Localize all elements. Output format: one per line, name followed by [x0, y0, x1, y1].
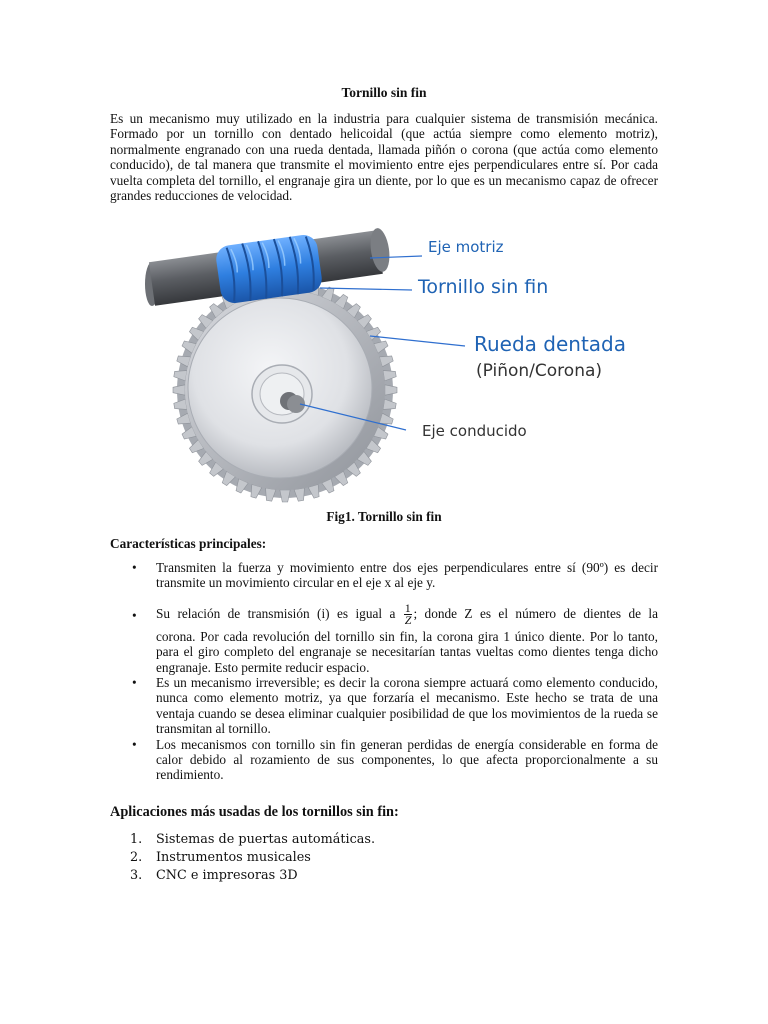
gear-wheel	[173, 278, 397, 502]
label-eje-conducido: Eje conducido	[422, 422, 527, 440]
gear-tooth	[294, 488, 304, 501]
bullet-text: Es un mecanismo irreversible; es decir la corona siempre actuará como elemento conducido, nunca como elemento motriz, ya que forzaría el mecanismo. Este hecho se trata de una ventaja cuando se desea eliminar cualquier posibilidad de que los movimientos de la rueda se transmitan al tornillo.	[156, 675, 658, 737]
fraction-numerator: 1	[404, 601, 411, 616]
bullet-text: Transmiten la fuerza y movimiento entre dos ejes perpendiculares entre sí (90º) es decir transmite un movimiento circular en el eje x al eje y.	[156, 560, 658, 591]
gear-tooth	[266, 488, 276, 501]
worm-gear-figure	[130, 228, 650, 503]
item-number: 1.	[130, 832, 143, 847]
characteristics-list	[110, 560, 658, 783]
gear-tooth	[173, 385, 185, 395]
bullet-text-before-fraction: Su relación de transmisión (i) es igual a	[156, 605, 396, 621]
gear-tooth	[383, 371, 396, 381]
bullet-dot: •	[132, 736, 137, 752]
label-eje-motriz: Eje motriz	[428, 238, 504, 256]
list-item	[110, 849, 375, 867]
list-item	[110, 737, 658, 783]
bullet-dot: •	[132, 607, 137, 623]
gear-tooth	[174, 399, 187, 409]
gear-tooth	[280, 490, 290, 502]
transmission-ratio-fraction	[404, 603, 413, 626]
label-rueda-dentada: Rueda dentada	[474, 332, 627, 356]
applications-list	[110, 831, 375, 885]
label-tornillo-sin-fin: Tornillo sin fin	[418, 276, 549, 298]
item-text: Instrumentos musicales	[156, 850, 311, 865]
list-item	[110, 675, 658, 737]
bullet-text: corona. Por cada revolución del tornillo sin fin, la corona gira 1 único diente. Por lo tanto, para el giro completo del engranaje se necesitarían tantas vueltas como dientes tenga dicho engranaje. Esto permite reducir espacio.	[156, 628, 658, 675]
applications-heading: Aplicaciones más usadas de los tornillos sin fin:	[110, 804, 399, 820]
gear-tooth	[383, 399, 396, 409]
intro-paragraph: Es un mecanismo muy utilizado en la industria para cualquier sistema de transmisión mecánica. Formado por un tornillo con dentado helicoidal (que actúa siempre como elemento motriz), normalmente engranado con una rueda dentada, llamada piñón o corona (que actúa como elemento conducido), de tal manera que transmite el movimiento entre ejes perpendiculares entre sí. Por cada vuelta completa del tornillo, el engranaje gira un diente, por lo que es un mecanismo capaz de ofrecer grandes reducciones de velocidad.	[110, 111, 658, 204]
list-item	[110, 831, 375, 849]
bullet-dot: •	[132, 675, 137, 691]
list-item	[110, 599, 658, 675]
item-number: 3.	[130, 868, 143, 883]
item-number: 2.	[130, 850, 143, 865]
fraction-denominator: Z	[404, 613, 412, 628]
gear-tooth	[174, 371, 187, 381]
bullet-first-line	[156, 599, 658, 629]
bullet-text: Los mecanismos con tornillo sin fin generan perdidas de energía considerable en forma de calor debido al rozamiento de sus componentes, lo que afecta proporcionalmente a su rendimiento.	[156, 736, 658, 783]
item-text: CNC e impresoras 3D	[156, 868, 298, 883]
bullet-dot: •	[132, 560, 137, 575]
list-item	[110, 867, 375, 885]
bullet-text-after-fraction: ; donde Z es el número de dientes de la	[413, 605, 658, 621]
gear-tooth	[385, 385, 397, 395]
label-pinon-corona: (Piñon/Corona)	[476, 361, 603, 381]
item-text: Sistemas de puertas automáticas.	[156, 832, 376, 847]
figure-caption: Fig1. Tornillo sin fin	[326, 509, 442, 524]
document-title: Tornillo sin fin	[341, 85, 427, 100]
characteristics-heading: Características principales:	[110, 536, 267, 551]
list-item	[110, 560, 658, 591]
